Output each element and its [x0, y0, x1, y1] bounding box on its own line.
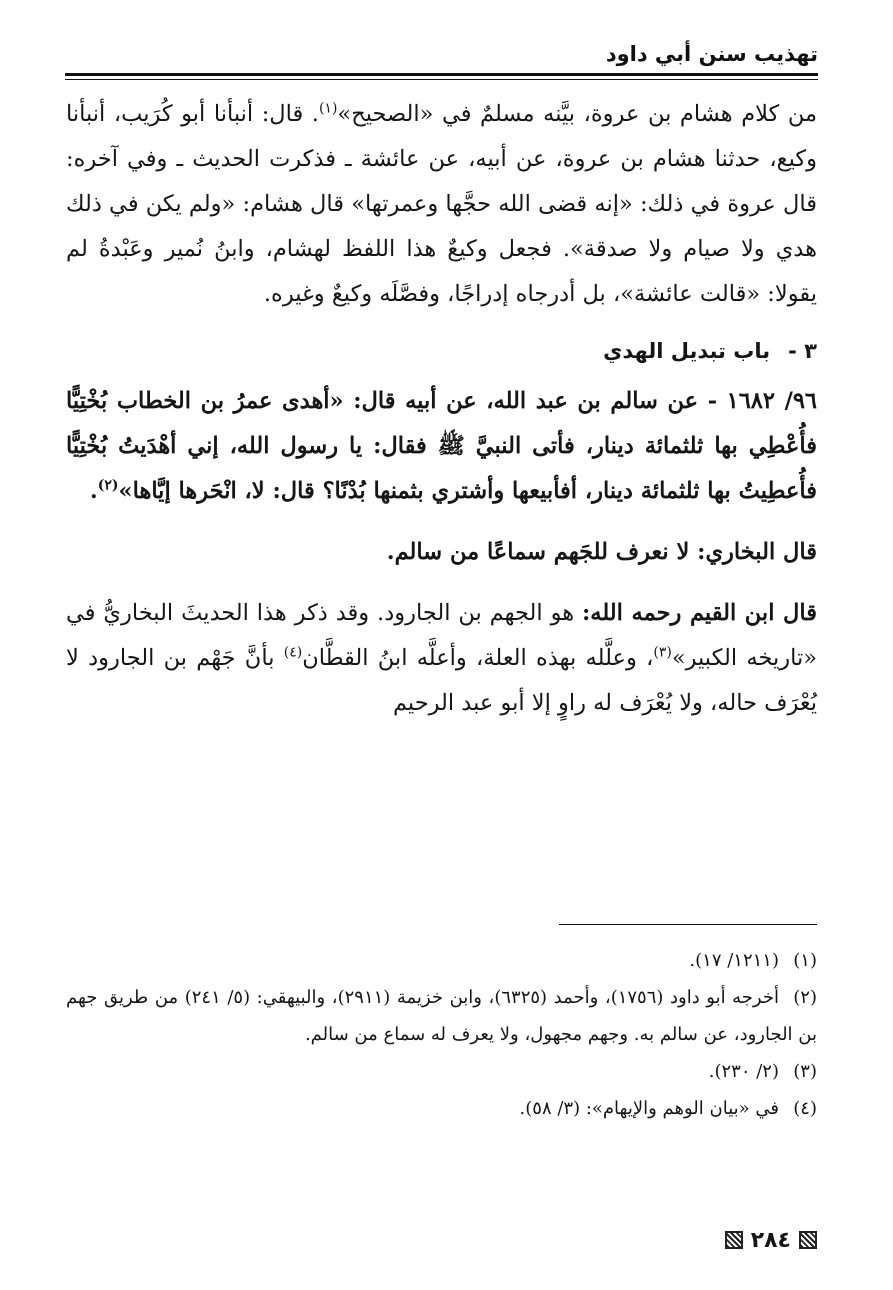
- hadith-paragraph: [66, 379, 817, 514]
- footnote-text: (٢/ ٢٣٠).: [708, 1061, 779, 1082]
- main-text: [66, 92, 817, 726]
- paragraph-text-cont: . قال: أنبأنا أبو كُرَيب، أنبأنا وكيع، حدثنا هشام بن عروة، عن أبيه، عن عائشة ـ فذكرت الحديث ـ وفي آخره: قال عروة في ذلك: «إنه قضى الله حجَّها وعمرتها» قال هشام: «ولم يكن في ذلك هدي ولا صيام ولا صدقة». فجعل وكيعٌ هذا اللفظ لهشام، وابنُ نُمير وعَبْدةُ لم يقولا: «قالت عائشة»، بل أدرجاه إدراجًا، وفصَّلَه وكيعٌ وغيره.: [66, 101, 817, 307]
- ornament-icon: [725, 1231, 743, 1249]
- footnote-1: [66, 942, 817, 979]
- footnote-text: أخرجه أبو داود (١٧٥٦)، وأحمد (٦٣٢٥)، وابن خزيمة (٢٩١١)، والبيهقي: (٥/ ٢٤١) من طريق جهم بن الجارود، عن سالم به. وجهم مجهول، ولا يعرف له سماع من سالم.: [66, 987, 817, 1045]
- footnote-4: [66, 1090, 817, 1127]
- footnote-number: (٤): [793, 1098, 817, 1119]
- footnote-ref-4: (٤): [283, 644, 303, 661]
- ibn-qayyim-text-3: بأنَّ جَهْم بن الجارود لا يُعْرَف حاله، ولا يُعْرَف له راوٍ إلا أبو عبد الرحيم: [66, 645, 817, 716]
- footnote-text: في «بيان الوهم والإيهام»: (٣/ ٥٨).: [519, 1098, 779, 1119]
- footnotes: [66, 942, 817, 1127]
- footnote-2: [66, 979, 817, 1053]
- ibn-qayyim-text-2: ، وعلَّله بهذه العلة، وأعلَّه ابنُ القطَّان: [302, 645, 654, 671]
- header-rule-thin: [65, 79, 818, 80]
- bukhari-comment: قال البخاري: لا نعرف للجَهم سماعًا من سالم.: [386, 539, 817, 565]
- page-footer: [725, 1222, 817, 1258]
- section-heading: [66, 329, 817, 373]
- header-rule-thick: [65, 73, 818, 76]
- paragraph-text: من كلام هشام بن عروة، بيَّنه مسلمٌ في «الصحيح»: [337, 101, 818, 127]
- footnote-ref-3: (٣): [653, 644, 672, 661]
- hadith-end: .: [89, 478, 98, 504]
- running-title: تهذيب سنن أبي داود: [605, 42, 818, 66]
- footnote-number: (١): [793, 950, 817, 971]
- hadith-text: عن سالم بن عبد الله، عن أبيه قال: «أهدى عمرُ بن الخطاب بُخْتِيًّا فأُعْطِي بها ثلثمائة دينار، فأتى النبيَّ ﷺ فقال: يا رسول الله، إني أهْدَيتُ بُخْتِيًّا فأُعطِيتُ بها ثلثمائة دينار، أفأبيعها وأشتري بثمنها بُدْنًا؟ قال: لا، انْحَرها إيَّاها»: [66, 388, 817, 504]
- ibn-qayyim-text: هو الجهم بن الجارود. وقد ذكر هذا الحديثَ البخاريُّ في «تاريخه الكبير»: [66, 600, 817, 671]
- footnote-number: (٢): [793, 987, 817, 1008]
- section-title: باب تبديل الهدي: [603, 339, 771, 363]
- footnote-text: (١٢١١/ ١٧).: [689, 950, 779, 971]
- section-number: ٣ -: [788, 339, 817, 363]
- ibn-qayyim-paragraph: [66, 591, 817, 726]
- footnote-separator: [559, 924, 817, 925]
- footnote-number: (٣): [793, 1061, 817, 1082]
- page-number: ٢٨٤: [750, 1227, 791, 1253]
- ibn-qayyim-label: قال ابن القيم رحمه الله:: [581, 600, 817, 626]
- hadith-number: ٩٦/ ١٦٨٢ -: [707, 388, 817, 414]
- ornament-icon: [799, 1231, 817, 1249]
- page-header: [65, 36, 818, 80]
- footnote-ref-2: (٢): [97, 477, 119, 494]
- footnote-3: [66, 1053, 817, 1090]
- footnote-ref-1: (١): [318, 100, 338, 117]
- paragraph-hisham: [66, 92, 817, 317]
